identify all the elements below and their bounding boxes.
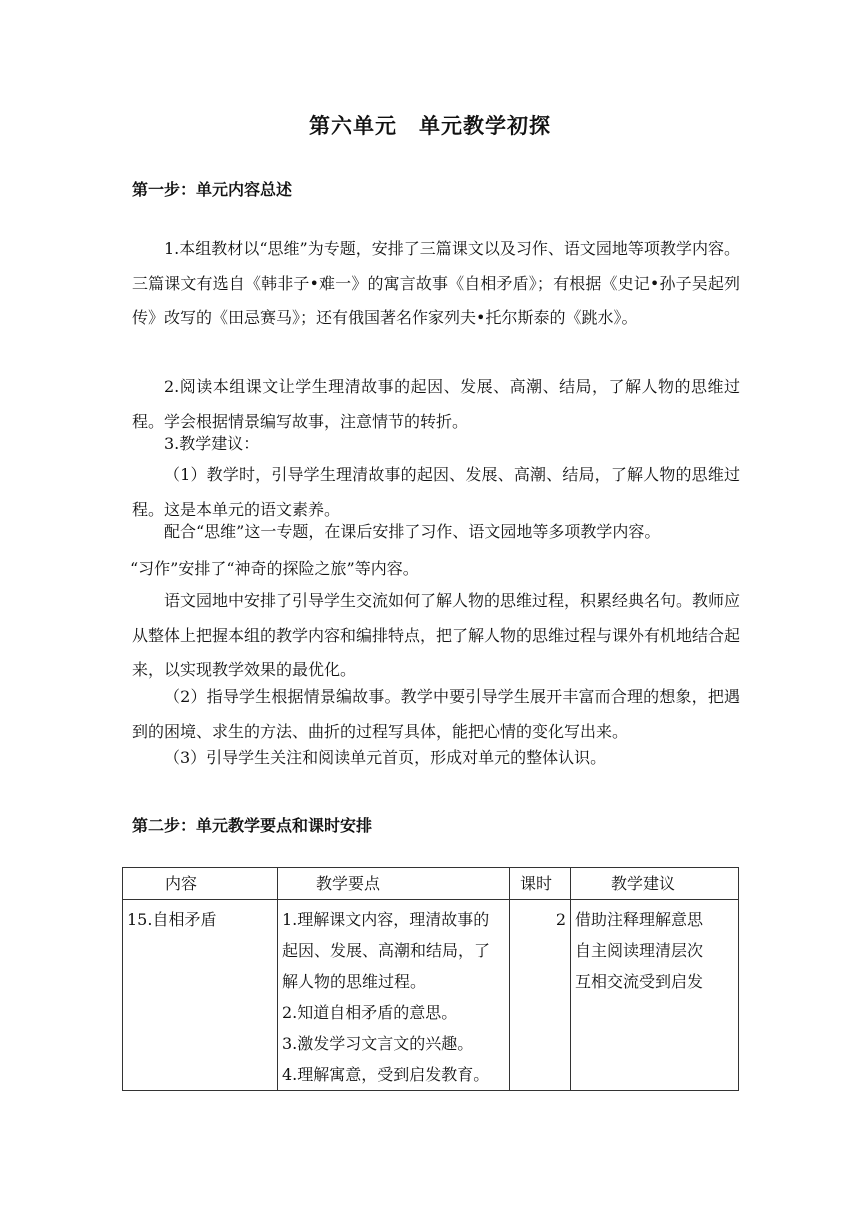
class-hours-value: 2 (555, 910, 566, 929)
page-title: 第六单元 单元教学初探 (309, 114, 551, 138)
step2-heading: 第二步：单元教学要点和课时安排 (132, 816, 373, 835)
lesson-title-text: 15.自相矛盾 (127, 910, 217, 929)
teaching-advice-cell (571, 900, 739, 1091)
step1-paragraph-5: 配合“思维”这一专题，在课后安排了习作、语文园地等多项教学内容。 (164, 522, 661, 541)
table-row (123, 900, 739, 1091)
teaching-points-cell (278, 900, 510, 1091)
step1-paragraph-9: （3）引导学生关注和阅读单元首页，形成对单元的整体认识。 (164, 748, 607, 767)
step1-heading: 第一步：单元内容总述 (132, 180, 293, 199)
teaching-point-line: 4.理解寓意，受到启发教育。 (282, 1065, 490, 1084)
header-class-hours: 课时 (510, 868, 571, 900)
header-teaching-points: 教学要点 (278, 868, 510, 900)
teaching-point-line: 起因、发展、高潮和结局，了 (282, 941, 491, 960)
lesson-title (123, 900, 278, 1091)
table-header-row (123, 868, 739, 900)
header-content: 内容 (123, 868, 278, 900)
step1-paragraph-6: “习作”安排了“神奇的探险之旅”等内容。 (130, 559, 419, 578)
teaching-advice-line: 借助注释理解意思 (575, 910, 704, 929)
teaching-advice-line: 互相交流受到启发 (575, 972, 704, 991)
step1-paragraph-3: 3.教学建议： (164, 434, 260, 453)
step1-paragraph-2: 2.阅读本组课文让学生理清故事的起因、发展、高潮、结局，了解人物的思维过程。学会根据情景编写故事，注意情节的转折。 (132, 377, 740, 431)
teaching-advice-line: 自主阅读理清层次 (575, 941, 704, 960)
step1-paragraph-1: 1.本组教材以“思维”为专题，安排了三篇课文以及习作、语文园地等项教学内容。三篇课文有选自《韩非子•难一》的寓言故事《自相矛盾》；有根据《史记•孙子吴起列传》改写的《田忌赛马》；还有俄国著名作家列夫•托尔斯泰的《跳水》。 (132, 239, 740, 327)
step1-paragraph-8: （2）指导学生根据情景编故事。教学中要引导学生展开丰富而合理的想象，把遇到的困境、求生的方法、曲折的过程写具体，能把心情的变化写出来。 (132, 687, 740, 741)
class-hours-cell (510, 900, 571, 1091)
teaching-point-line: 1.理解课文内容，理清故事的 (282, 910, 490, 929)
teaching-point-line: 2.知道自相矛盾的意思。 (282, 1003, 458, 1022)
teaching-point-line: 解人物的思维过程。 (282, 972, 427, 991)
step1-paragraph-7: 语文园地中安排了引导学生交流如何了解人物的思维过程，积累经典名句。教师应从整体上把握本组的教学内容和编排特点，把了解人物的思维过程与课外有机地结合起来，以实现教学效果的最优化。 (132, 591, 741, 679)
header-teaching-advice: 教学建议 (571, 868, 739, 900)
lesson-plan-table (122, 867, 739, 1091)
step1-paragraph-4: （1）教学时，引导学生理清故事的起因、发展、高潮、结局，了解人物的思维过程。这是本单元的语文素养。 (132, 465, 740, 519)
teaching-point-line: 3.激发学习文言文的兴趣。 (282, 1034, 474, 1053)
